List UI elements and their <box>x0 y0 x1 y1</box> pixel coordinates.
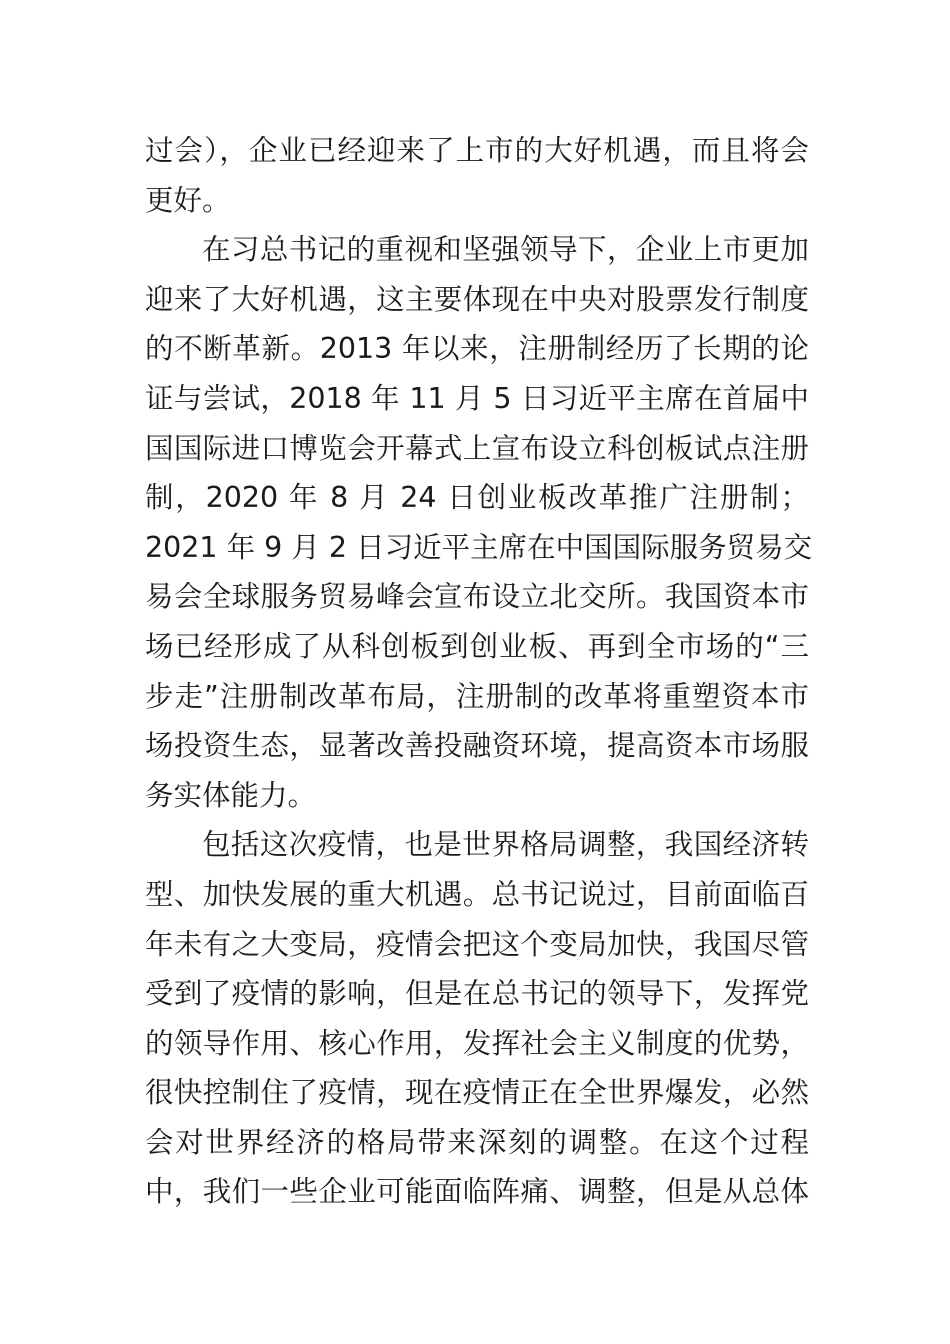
text-line: 很快控制住了疫情，现在疫情正在全世界爆发，必然 <box>145 1076 809 1110</box>
text-line: 易会全球服务贸易峰会宣布设立北交所。我国资本市 <box>145 580 809 614</box>
text-line: 场已经形成了从科创板到创业板、再到全市场的“三 <box>145 629 809 663</box>
text-line: 过会），企业已经迎来了上市的大好机遇，而且将会 <box>145 134 809 167</box>
text-line: 务实体能力。 <box>145 778 317 812</box>
text-line: 场投资生态，显著改善投融资环境，提高资本市场服 <box>145 729 809 763</box>
text-line: 型、加快发展的重大机遇。总书记说过，目前面临百 <box>145 877 809 911</box>
text-line: 步走”注册制改革布局，注册制的改革将重塑资本市 <box>145 679 809 713</box>
paragraph-first-line: 包括这次疫情，也是世界格局调整，我国经济转 <box>202 828 809 862</box>
text-line: 的不断革新。2013 年以来，注册制经历了长期的论 <box>145 332 809 366</box>
text-line: 证与尝试，2018 年 11 月 5 日习近平主席在首届中 <box>145 381 809 415</box>
text-line: 迎来了大好机遇，这主要体现在中央对股票发行制度 <box>145 282 809 316</box>
body-text <box>145 126 813 1217</box>
text-line: 会对世界经济的格局带来深刻的调整。在这个过程 <box>145 1125 809 1159</box>
text-line: 制，2020 年 8 月 24 日创业板改革推广注册制； <box>145 481 809 515</box>
text-line: 的领导作用、核心作用，发挥社会主义制度的优势， <box>145 1026 809 1060</box>
text-line: 中，我们一些企业可能面临阵痛、调整，但是从总体 <box>145 1175 809 1209</box>
paragraph-first-line: 在习总书记的重视和坚强领导下，企业上市更加 <box>202 233 809 267</box>
text-line: 2021 年 9 月 2 日习近平主席在中国国际服务贸易交 <box>145 530 813 564</box>
text-line: 年未有之大变局，疫情会把这个变局加快，我国尽管 <box>145 927 809 961</box>
text-line: 受到了疫情的影响，但是在总书记的领导下，发挥党 <box>145 977 809 1011</box>
text-line: 国国际进口博览会开幕式上宣布设立科创板试点注册 <box>145 431 809 465</box>
text-line: 更好。 <box>145 183 231 217</box>
